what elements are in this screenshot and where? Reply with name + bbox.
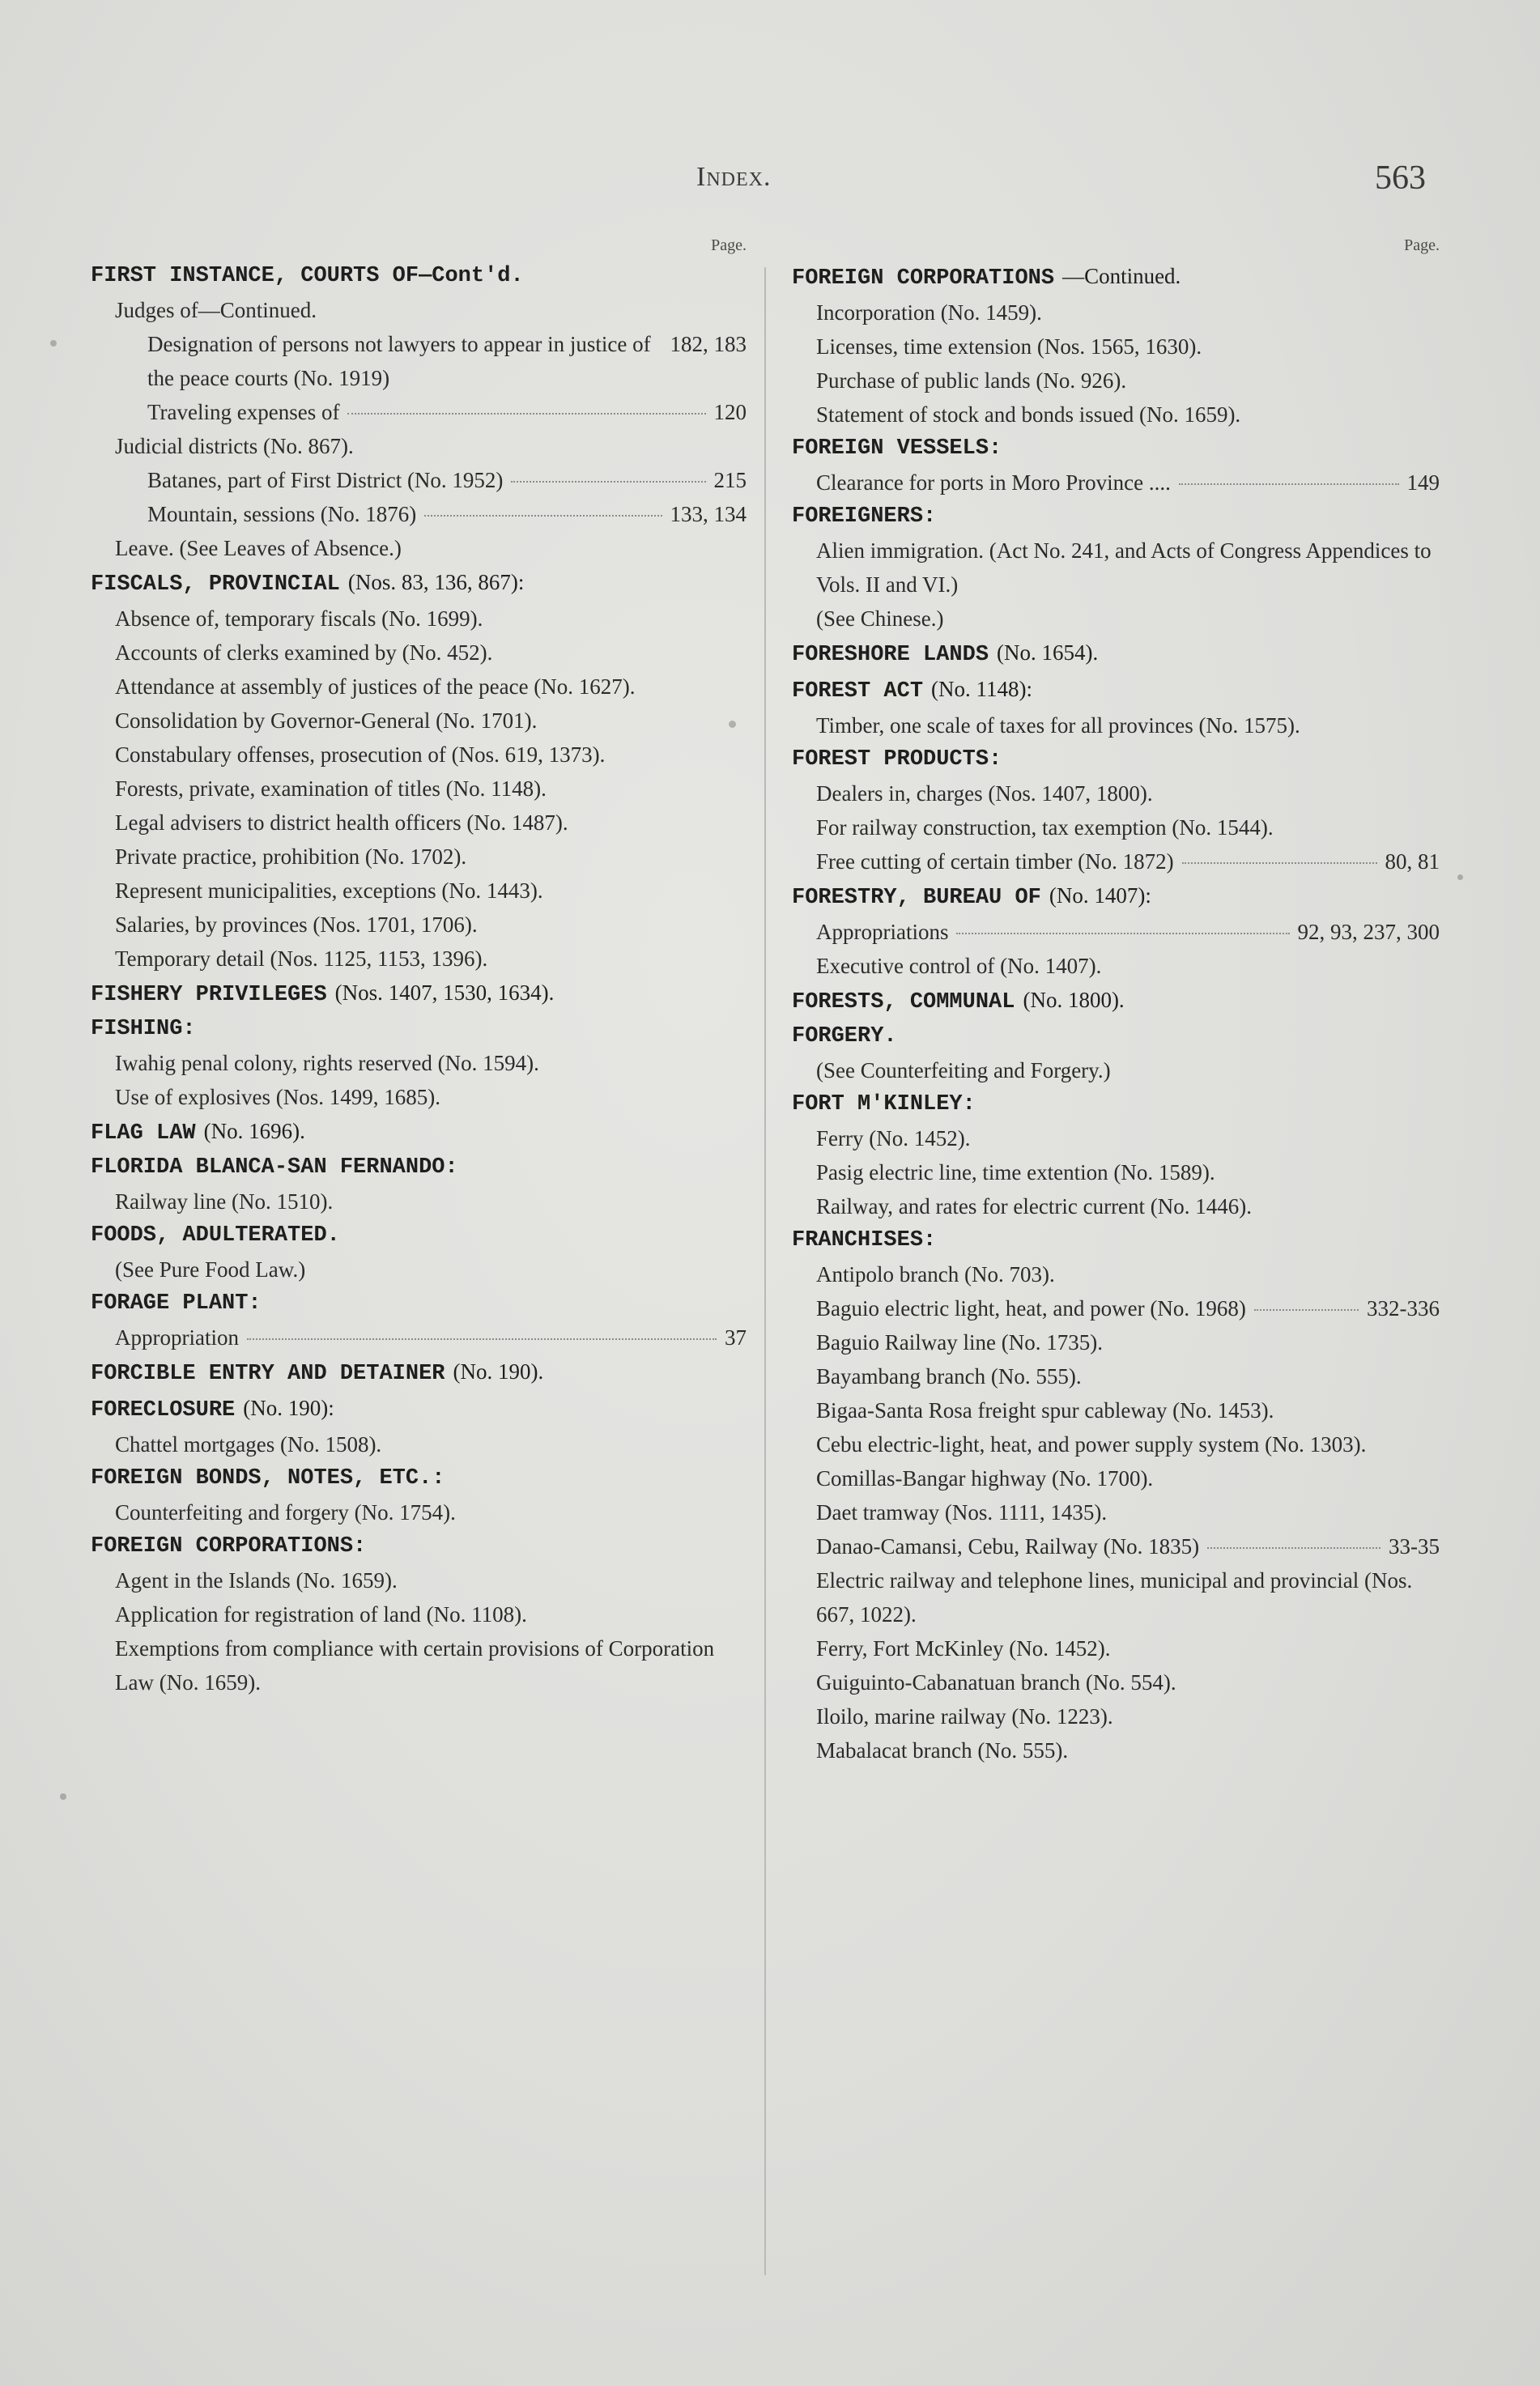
entry-text: FISCALS, PROVINCIAL [91, 572, 340, 597]
entry-line [816, 776, 1440, 810]
entry-text: FOODS, ADULTERATED. [91, 1223, 340, 1248]
entry-line [816, 1733, 1440, 1767]
index-heading [792, 672, 1440, 708]
entry-line [115, 1427, 747, 1461]
index-subentry [792, 1325, 1440, 1359]
entry-text: Mabalacat branch (No. 555). [816, 1738, 1069, 1763]
index-subentry [91, 908, 747, 942]
index-subentry [792, 1733, 1440, 1767]
entry-line [115, 1184, 747, 1219]
entry-line [816, 398, 1440, 432]
index-subentry [792, 1563, 1440, 1631]
entry-text: FORESHORE LANDS [792, 643, 989, 667]
entry-note: (No. 1800). [1023, 988, 1125, 1012]
entry-line [816, 1121, 1440, 1155]
page-reference: 80, 81 [1385, 849, 1440, 874]
page-number: 563 [1375, 159, 1426, 197]
entry-line [816, 1529, 1440, 1563]
entry-line [816, 602, 1440, 636]
leader-dots [956, 933, 1289, 934]
index-heading [91, 1461, 747, 1495]
index-subentry [792, 1699, 1440, 1733]
leader-dots [424, 515, 662, 517]
index-subentry [792, 1053, 1440, 1087]
entry-text: Judges of—Continued. [115, 298, 317, 322]
entry-line [792, 983, 1440, 1019]
entry-note: —Continued. [1062, 264, 1181, 288]
entry-line [91, 565, 747, 602]
index-heading [792, 1223, 1440, 1257]
entry-line [816, 949, 1440, 983]
entry-line [816, 1427, 1440, 1461]
index-subentry [792, 1665, 1440, 1699]
entry-line [115, 531, 747, 565]
index-heading [91, 1391, 747, 1427]
index-subentry [792, 949, 1440, 983]
entry-text: Legal advisers to district health officers (No. 1487). [115, 810, 568, 835]
entry-text: FIRST INSTANCE, COURTS OF—Cont'd. [91, 264, 524, 288]
entry-text: Railway, and rates for electric current (No. 1446). [816, 1194, 1253, 1219]
ink-speck [60, 1793, 66, 1800]
page-column-label: Page. [1404, 236, 1440, 254]
entry-text: Absence of, temporary fiscals (No. 1699). [115, 606, 483, 631]
entry-line [816, 1393, 1440, 1427]
index-subentry [792, 466, 1440, 500]
entry-line [115, 1253, 747, 1287]
entry-line [816, 1291, 1440, 1325]
leader-dots [1254, 1309, 1359, 1311]
entry-line [115, 1631, 747, 1699]
index-subentry [91, 738, 747, 772]
entry-text: FORCIBLE ENTRY AND DETAINER [91, 1362, 445, 1386]
entry-text: FISHING: [91, 1017, 196, 1041]
index-subentry [91, 293, 747, 327]
entry-line [792, 259, 1440, 296]
entry-text: Bayambang branch (No. 555). [816, 1364, 1082, 1389]
entry-note: (No. 1148): [931, 677, 1033, 701]
page-reference: 92, 93, 237, 300 [1297, 920, 1440, 944]
index-subentry [792, 1359, 1440, 1393]
entry-note: (No. 1407): [1049, 883, 1151, 908]
page-reference: 332-336 [1367, 1296, 1440, 1321]
index-subentry [792, 776, 1440, 810]
index-subentry [91, 327, 747, 395]
index-subentry [91, 1046, 747, 1080]
index-heading [91, 1150, 747, 1184]
index-subentry [792, 296, 1440, 330]
entry-text: Baguio electric light, heat, and power (No. 1968) [816, 1296, 1246, 1321]
column-divider [764, 267, 766, 2275]
entry-text: Timber, one scale of taxes for all provinces (No. 1575). [816, 713, 1300, 738]
index-subentry [91, 874, 747, 908]
ink-speck [729, 721, 736, 728]
index-subentry [91, 942, 747, 976]
right-entries [792, 259, 1440, 1767]
index-subentry [792, 1393, 1440, 1427]
leader-dots [1207, 1547, 1380, 1549]
entry-text: Railway line (No. 1510). [115, 1189, 334, 1214]
entry-line [792, 636, 1440, 672]
entry-text: Application for registration of land (No. 1108). [115, 1602, 527, 1627]
entry-line [91, 1219, 747, 1253]
entry-note: (No. 1696). [203, 1119, 305, 1143]
entry-line [115, 1495, 747, 1529]
entry-line [115, 1046, 747, 1080]
entry-text: Chattel mortgages (No. 1508). [115, 1432, 382, 1457]
entry-text: Judicial districts (No. 867). [115, 434, 354, 458]
entry-text: Ferry, Fort McKinley (No. 1452). [816, 1636, 1111, 1661]
index-subentry [792, 602, 1440, 636]
page-reference: 120 [713, 400, 747, 424]
index-subentry [91, 1080, 747, 1114]
entry-line [147, 497, 747, 531]
entry-text: FRANCHISES: [792, 1228, 937, 1253]
entry-text: FOREST ACT [792, 679, 924, 704]
index-subentry [792, 1291, 1440, 1325]
entry-text: Antipolo branch (No. 703). [816, 1262, 1055, 1287]
entry-line [147, 463, 747, 497]
entry-line [91, 1287, 747, 1321]
right-column [792, 235, 1440, 1767]
index-subentry [792, 398, 1440, 432]
entry-line [792, 672, 1440, 708]
entry-text: (See Counterfeiting and Forgery.) [816, 1058, 1111, 1082]
entry-line [147, 395, 747, 429]
entry-line [816, 534, 1440, 602]
entry-line [91, 976, 747, 1012]
ink-speck [1457, 874, 1463, 880]
leader-dots [511, 481, 705, 483]
entry-line [816, 1461, 1440, 1495]
entry-text: Pasig electric line, time extention (No. 1589). [816, 1160, 1215, 1184]
entry-text: FORESTRY, BUREAU OF [792, 886, 1041, 910]
entry-text: FORAGE PLANT: [91, 1291, 262, 1316]
entry-line [115, 602, 747, 636]
entry-line [91, 1529, 747, 1563]
entry-line [792, 742, 1440, 776]
entry-line [792, 878, 1440, 915]
entry-text: Appropriation [115, 1325, 239, 1350]
entry-text: Iwahig penal colony, rights reserved (No. 1594). [115, 1051, 539, 1075]
page-reference: 215 [713, 468, 747, 492]
left-column [91, 235, 747, 1699]
index-subentry [91, 1427, 747, 1461]
entry-text: FLAG LAW [91, 1121, 196, 1146]
entry-line [792, 1087, 1440, 1121]
entry-line [816, 364, 1440, 398]
page-reference: 33-35 [1389, 1534, 1440, 1559]
entry-text: FOREIGN CORPORATIONS: [91, 1534, 367, 1559]
index-subentry [792, 708, 1440, 742]
entry-line [816, 1053, 1440, 1087]
index-heading [91, 1012, 747, 1046]
entry-text: Represent municipalities, exceptions (No. 1443). [115, 878, 543, 903]
entry-line [115, 636, 747, 670]
index-subentry [792, 1495, 1440, 1529]
entry-text: FORT M'KINLEY: [792, 1092, 976, 1116]
index-heading [792, 259, 1440, 296]
entry-text: Counterfeiting and forgery (No. 1754). [115, 1500, 456, 1525]
entry-line [115, 1321, 747, 1355]
entry-line [91, 1150, 747, 1184]
index-subentry [91, 772, 747, 806]
entry-text: Salaries, by provinces (Nos. 1701, 1706). [115, 912, 478, 937]
entry-text: FOREST PRODUCTS: [792, 747, 1002, 772]
leader-dots [347, 413, 705, 415]
index-subentry [91, 704, 747, 738]
page-reference: 149 [1406, 470, 1440, 495]
index-heading [792, 983, 1440, 1019]
entry-text: Attendance at assembly of justices of the peace (No. 1627). [115, 674, 636, 699]
entry-line [816, 1257, 1440, 1291]
entry-line [816, 1155, 1440, 1189]
index-subentry [91, 1597, 747, 1631]
running-header: Index. [696, 162, 772, 192]
entry-text: Consolidation by Governor-General (No. 1701). [115, 708, 538, 733]
entry-line [115, 874, 747, 908]
entry-text: Dealers in, charges (Nos. 1407, 1800). [816, 781, 1153, 806]
entry-note: (No. 190). [453, 1359, 544, 1384]
page-reference: 37 [725, 1325, 747, 1350]
index-subentry [792, 1189, 1440, 1223]
index-subentry [792, 844, 1440, 878]
entry-text: FOREIGN VESSELS: [792, 436, 1002, 461]
left-entries [91, 259, 747, 1699]
index-subentry [792, 1529, 1440, 1563]
page-reference: 133, 134 [670, 502, 747, 526]
entry-line [91, 259, 747, 293]
entry-line [816, 1189, 1440, 1223]
index-heading [91, 976, 747, 1012]
index-subentry [91, 463, 747, 497]
index-subentry [792, 1257, 1440, 1291]
entry-line [115, 942, 747, 976]
index-heading [792, 500, 1440, 534]
entry-text: Exemptions from compliance with certain provisions of Corporation Law (No. 1659). [115, 1636, 715, 1695]
entry-line [792, 1223, 1440, 1257]
index-subentry [91, 806, 747, 840]
index-heading [91, 1355, 747, 1391]
leader-dots [1179, 483, 1399, 485]
entry-line [115, 704, 747, 738]
index-subentry [91, 602, 747, 636]
entry-text: FOREIGNERS: [792, 504, 937, 529]
entry-line [816, 1325, 1440, 1359]
entry-text: Guiguinto-Cabanatuan branch (No. 554). [816, 1670, 1176, 1695]
index-heading [91, 259, 747, 293]
entry-text: Free cutting of certain timber (No. 1872) [816, 849, 1174, 874]
entry-text: Alien immigration. (Act No. 241, and Acts of Congress Appendices to Vols. II and VI.) [816, 538, 1432, 597]
entry-line [816, 1563, 1440, 1631]
index-subentry [91, 497, 747, 531]
entry-line [816, 1631, 1440, 1665]
entry-line [115, 1563, 747, 1597]
entry-text: Ferry (No. 1452). [816, 1126, 971, 1150]
entry-text: FORECLOSURE [91, 1398, 236, 1423]
index-subentry [792, 1121, 1440, 1155]
index-subentry [91, 670, 747, 704]
entry-text: FOREIGN CORPORATIONS [792, 266, 1055, 291]
entry-line [816, 810, 1440, 844]
index-heading [792, 1087, 1440, 1121]
entry-line [816, 844, 1440, 878]
index-subentry [91, 531, 747, 565]
index-subentry [91, 1495, 747, 1529]
entry-line [816, 1699, 1440, 1733]
entry-line [147, 327, 747, 395]
entry-line [91, 1461, 747, 1495]
entry-text: FOREIGN BONDS, NOTES, ETC.: [91, 1466, 445, 1491]
entry-line [115, 806, 747, 840]
index-subentry [91, 1321, 747, 1355]
page-column-label: Page. [711, 236, 747, 254]
index-heading [91, 1287, 747, 1321]
entry-text: Bigaa-Santa Rosa freight spur cableway (No. 1453). [816, 1398, 1274, 1423]
index-subentry [792, 1427, 1440, 1461]
entry-text: Private practice, prohibition (No. 1702). [115, 844, 467, 869]
entry-text: Incorporation (No. 1459). [816, 300, 1042, 325]
entry-text: Statement of stock and bonds issued (No. 1659). [816, 402, 1241, 427]
entry-text: Constabulary offenses, prosecution of (Nos. 619, 1373). [115, 742, 606, 767]
entry-text: FORGERY. [792, 1024, 897, 1048]
entry-text: Iloilo, marine railway (No. 1223). [816, 1704, 1113, 1729]
entry-note: (No. 1654). [997, 640, 1099, 665]
entry-line [91, 1391, 747, 1427]
entry-text: Clearance for ports in Moro Province .... [816, 470, 1171, 495]
index-heading [91, 1529, 747, 1563]
entry-line [792, 1019, 1440, 1053]
entry-line [816, 1665, 1440, 1699]
leader-dots [247, 1338, 717, 1340]
entry-line [792, 432, 1440, 466]
entry-text: Designation of persons not lawyers to appear in justice of the peace courts (No. 1919) [147, 332, 651, 390]
entry-text: Comillas-Bangar highway (No. 1700). [816, 1466, 1154, 1491]
entry-text: Cebu electric-light, heat, and power supply system (No. 1303). [816, 1432, 1367, 1457]
entry-line [115, 429, 747, 463]
entry-text: Temporary detail (Nos. 1125, 1153, 1396). [115, 946, 488, 971]
index-subentry [91, 636, 747, 670]
entry-line [91, 1012, 747, 1046]
index-heading [91, 1219, 747, 1253]
index-subentry [91, 1563, 747, 1597]
index-heading [792, 1019, 1440, 1053]
entry-text: FISHERY PRIVILEGES [91, 983, 327, 1007]
entry-text: Licenses, time extension (Nos. 1565, 1630). [816, 334, 1202, 359]
index-subentry [792, 1155, 1440, 1189]
entry-text: FLORIDA BLANCA-SAN FERNANDO: [91, 1155, 458, 1180]
index-subentry [792, 1631, 1440, 1665]
entry-text: Danao-Camansi, Cebu, Railway (No. 1835) [816, 1534, 1200, 1559]
entry-text: For railway construction, tax exemption (No. 1544). [816, 815, 1274, 840]
entry-text: Agent in the Islands (No. 1659). [115, 1568, 398, 1593]
entry-text: Batanes, part of First District (No. 1952) [147, 468, 504, 492]
entry-line [816, 915, 1440, 949]
leader-dots [1182, 862, 1377, 864]
entry-line [816, 466, 1440, 500]
entry-line [115, 293, 747, 327]
entry-text: Mountain, sessions (No. 1876) [147, 502, 417, 526]
entry-text: Leave. (See Leaves of Absence.) [115, 536, 402, 560]
index-subentry [792, 810, 1440, 844]
entry-line [115, 840, 747, 874]
entry-text: Electric railway and telephone lines, municipal and provincial (Nos. 667, 1022). [816, 1568, 1413, 1627]
index-heading [792, 742, 1440, 776]
entry-text: (See Chinese.) [816, 606, 944, 631]
entry-line [792, 500, 1440, 534]
index-subentry [792, 364, 1440, 398]
entry-line [115, 908, 747, 942]
index-subentry [792, 1461, 1440, 1495]
entry-line [115, 738, 747, 772]
entry-text: Use of explosives (Nos. 1499, 1685). [115, 1085, 440, 1109]
page-reference: 182, 183 [670, 332, 747, 356]
index-heading [91, 1114, 747, 1150]
index-subentry [91, 1631, 747, 1699]
entry-line [816, 330, 1440, 364]
entry-text: Accounts of clerks examined by (No. 452). [115, 640, 493, 665]
entry-note: (Nos. 1407, 1530, 1634). [334, 980, 555, 1005]
index-subentry [91, 429, 747, 463]
entry-text: Purchase of public lands (No. 926). [816, 368, 1127, 393]
entry-text: Baguio Railway line (No. 1735). [816, 1330, 1103, 1355]
index-heading [792, 878, 1440, 915]
index-heading [91, 565, 747, 602]
entry-note: (No. 190): [243, 1396, 334, 1420]
index-subentry [91, 1253, 747, 1287]
entry-line [91, 1355, 747, 1391]
index-subentry [91, 395, 747, 429]
index-subentry [91, 1184, 747, 1219]
entry-text: (See Pure Food Law.) [115, 1257, 306, 1282]
entry-text: Traveling expenses of [147, 400, 340, 424]
entry-line [115, 1080, 747, 1114]
entry-line [816, 296, 1440, 330]
entry-line [91, 1114, 747, 1150]
entry-text: Daet tramway (Nos. 1111, 1435). [816, 1500, 1108, 1525]
entry-line [816, 708, 1440, 742]
entry-text: FORESTS, COMMUNAL [792, 990, 1015, 1014]
index-subentry [91, 840, 747, 874]
entry-text: Executive control of (No. 1407). [816, 954, 1102, 978]
ink-speck [50, 340, 57, 347]
index-heading [792, 636, 1440, 672]
entry-note: (Nos. 83, 136, 867): [347, 570, 525, 594]
index-subentry [792, 330, 1440, 364]
entry-line [115, 1597, 747, 1631]
entry-line [816, 1495, 1440, 1529]
entry-text: Appropriations [816, 920, 949, 944]
index-subentry [792, 534, 1440, 602]
index-subentry [792, 915, 1440, 949]
index-heading [792, 432, 1440, 466]
entry-line [115, 772, 747, 806]
entry-line [816, 1359, 1440, 1393]
entry-line [115, 670, 747, 704]
entry-text: Forests, private, examination of titles (No. 1148). [115, 776, 547, 801]
